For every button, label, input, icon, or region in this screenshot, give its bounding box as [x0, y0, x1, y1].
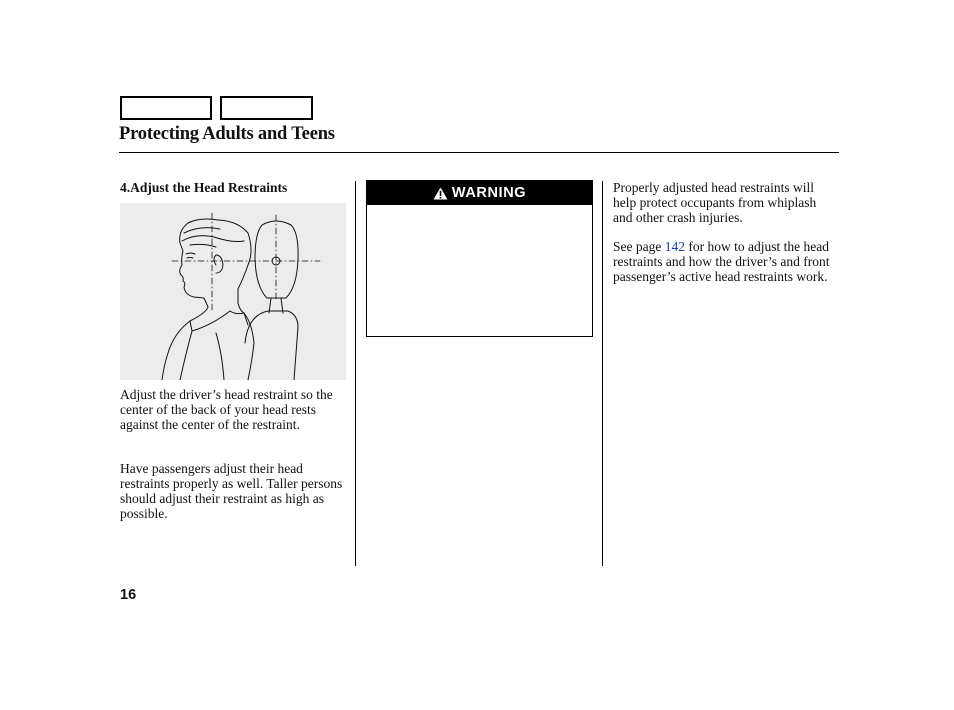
column-divider-right	[602, 181, 603, 566]
see-page-text: See page	[613, 239, 665, 254]
paragraph-passengers: Have passengers adjust their head restraints properly as well. Taller persons should adjust their restraint as high as possible.	[120, 461, 343, 521]
warning-triangle-icon	[433, 187, 448, 200]
warning-box	[366, 180, 593, 337]
see-page-text-rest: for how to adjust the head restraints and how the driver’s and front passenger’s active head restraints work.	[613, 239, 830, 284]
nav-tab-contents[interactable]	[120, 96, 212, 120]
head-restraint-illustration	[120, 203, 346, 380]
paragraph-protection: Properly adjusted head restraints will help protect occupants from whiplash and other crash injuries.	[613, 180, 817, 225]
warning-header	[367, 181, 592, 205]
title-rule	[119, 152, 839, 153]
paragraph-adjust-driver: Adjust the driver’s head restraint so the center of the back of your head rests against the center of the restraint.	[120, 387, 333, 432]
nav-tab-index[interactable]	[220, 96, 313, 120]
page-link[interactable]: 142	[664, 239, 685, 254]
page-number: 16	[120, 587, 137, 603]
warning-label: WARNING	[451, 185, 527, 201]
page-title: Protecting Adults and Teens	[119, 124, 335, 144]
column-divider-left	[355, 181, 356, 566]
section-heading: 4.Adjust the Head Restraints	[120, 180, 288, 195]
paragraph-see-page	[613, 239, 839, 284]
